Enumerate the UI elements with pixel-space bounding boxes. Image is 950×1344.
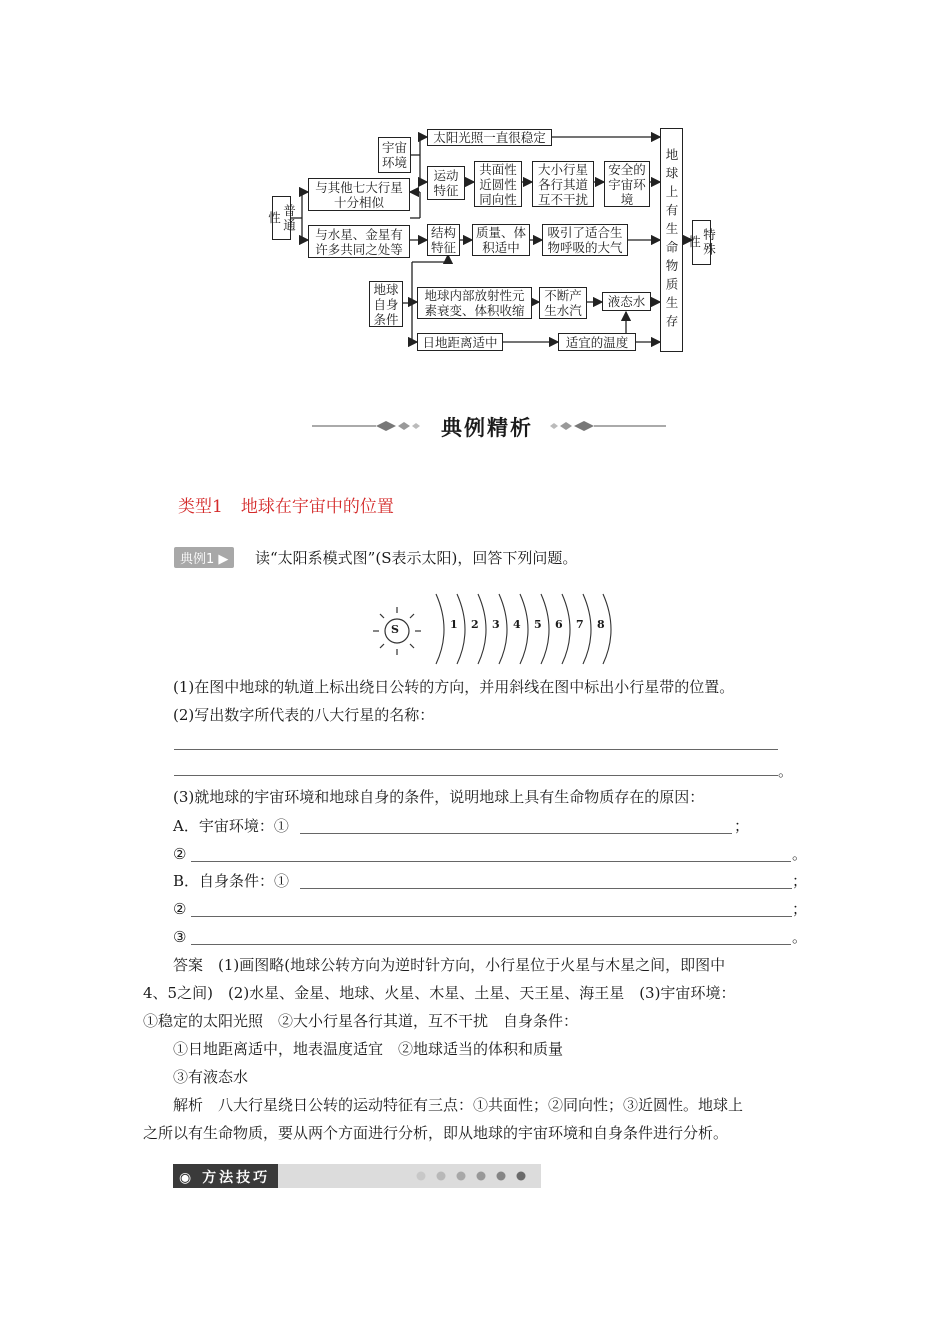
earth-conditions-box: 地球自身条件 (369, 281, 403, 327)
answer-line-2: 4、5之间) (2)水星、金星、地球、火星、木星、土星、天王星、海王星 (3)宇宙环境： (143, 984, 736, 1002)
a-label: A．宇宙环境：① (173, 817, 289, 835)
answer-line-1: 答案 (1)画图略(地球公转方向为逆时针方向，小行星位于火星与木星之间，即图中 (173, 956, 726, 974)
planet-number: 7 (576, 618, 584, 631)
sun-label: S (391, 623, 399, 636)
line-end-semicolon: ； (734, 817, 750, 835)
planet-number: 8 (597, 618, 605, 631)
solar-system-diagram (370, 590, 620, 665)
coplanar-box: 共面性近圆性同向性 (474, 161, 522, 207)
safe-env-box: 安全的宇宙环境 (604, 161, 650, 207)
question-2: (2)写出数字所代表的八大行星的名称： (173, 706, 435, 724)
right-ornament (548, 418, 668, 434)
line-end-period: 。 (792, 845, 808, 863)
example-badge: 典例1 ▶ (174, 547, 234, 568)
liquid-water-box: 液态水 (602, 292, 651, 311)
b-label: B．自身条件：① (173, 872, 290, 890)
answer-blank[interactable] (191, 916, 792, 917)
section-title: 典例精析 (441, 416, 533, 440)
answer-line-4: ①日地距离适中，地表温度适宜 ②地球适当的体积和质量 (173, 1040, 564, 1058)
line-end-semicolon: ； (792, 900, 808, 918)
circle-3-label: ③ (173, 928, 187, 946)
method-label: ◉ 方法技巧 (179, 1170, 271, 1186)
analysis-line-2: 之所以有生命物质，要从两个方面进行分析，即从地球的宇宙环境和自身条件进行分析。 (143, 1124, 729, 1142)
similar-venus-box: 与水星、金星有许多共同之处等 (308, 225, 410, 258)
type-heading (178, 492, 394, 517)
special-box: 特殊性 (692, 220, 711, 265)
atmosphere-box: 吸引了适合生物呼吸的大气 (542, 224, 628, 256)
example-prompt: 读“太阳系模式图”(S表示太阳)，回答下列问题。 (255, 549, 578, 567)
circle-2-label: ② (173, 845, 187, 863)
left-ornament (312, 418, 442, 434)
answer-blank[interactable] (174, 749, 778, 750)
dots-decoration (413, 1169, 533, 1183)
answer-blank[interactable] (191, 944, 791, 945)
vapor-box: 不断产生水汽 (539, 287, 587, 319)
sun-stable-box: 太阳光照一直很稳定 (427, 129, 552, 146)
answer-blank[interactable] (191, 861, 791, 862)
planet-number: 3 (492, 618, 500, 631)
mass-volume-box: 质量、体积适中 (472, 224, 530, 256)
distance-box: 日地距离适中 (417, 333, 503, 351)
answer-line-3: ①稳定的太阳光照 ②大小行星各行其道，互不干扰 自身条件： (143, 1012, 579, 1030)
temperature-box: 适宜的温度 (558, 333, 636, 351)
planet-number: 4 (513, 618, 521, 631)
motion-feature-box: 运动特征 (427, 166, 465, 200)
method-bar (173, 1164, 541, 1188)
planet-number: 2 (471, 618, 479, 631)
similar-seven-box: 与其他七大行星十分相似 (308, 178, 410, 211)
structure-feature-box: 结构特征 (427, 224, 460, 256)
life-exists-box: 地球上有生命物质生存 (660, 128, 683, 352)
question-1: (1)在图中地球的轨道上标出绕日公转的方向，并用斜线在图中标出小行星带的位置。 (173, 678, 735, 696)
planet-number: 6 (555, 618, 563, 631)
line-end-period: 。 (792, 928, 808, 946)
answer-blank[interactable] (174, 775, 778, 776)
type-label: 类型1 (178, 497, 223, 517)
answer-blank[interactable] (300, 833, 732, 834)
planet-number: 1 (450, 618, 458, 631)
answer-blank[interactable] (300, 888, 792, 889)
radioactive-box: 地球内部放射性元素衰变、体积收缩 (417, 287, 532, 319)
analysis-line-1: 解析 八大行星绕日公转的运动特征有三点：①共面性；②同向性；③近圆性。地球上 (173, 1096, 744, 1114)
line-end-period: 。 (778, 762, 794, 780)
line-end-semicolon: ； (792, 872, 808, 890)
answer-line-5: ③有液态水 (173, 1068, 249, 1086)
planet-number: 5 (534, 618, 542, 631)
orbits-box: 大小行星各行其道互不干扰 (532, 161, 594, 207)
circle-2-label: ② (173, 900, 187, 918)
orbit-arcs (436, 594, 611, 664)
question-3: (3)就地球的宇宙环境和地球自身的条件，说明地球上具有生命物质存在的原因： (173, 788, 705, 806)
cosmic-env-box: 宇宙环境 (378, 137, 411, 173)
type-title: 地球在宇宙中的位置 (240, 497, 394, 517)
play-icon: ▶ (218, 552, 229, 567)
ordinary-box: 普通性 (272, 196, 291, 240)
